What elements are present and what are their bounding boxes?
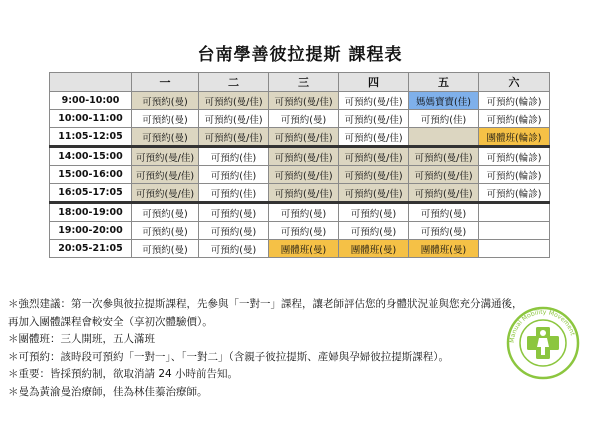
- schedule-cell: 可預約(佳): [199, 147, 269, 166]
- schedule-cell: 可預約(曼): [199, 203, 269, 222]
- schedule-cell: 可預約(輪診): [479, 92, 550, 110]
- note-line: ＊團體班：三人開班，五人滿班: [8, 333, 155, 345]
- day-header: 四: [339, 73, 409, 92]
- schedule-cell: 可預約(輪診): [479, 147, 550, 166]
- schedule-cell: 可預約(曼/佳): [269, 147, 339, 166]
- schedule-cell: 可預約(曼/佳): [269, 128, 339, 147]
- note-line: ＊可預約：該時段可預約「一對一」、「一對二」（含親子彼拉提斯、產婦與孕婦彼拉提斯課程）。: [8, 350, 449, 363]
- schedule-cell: 可預約(曼/佳): [132, 184, 199, 203]
- time-slot-label: 10:00-11:00: [50, 110, 132, 128]
- schedule-cell: 可預約(曼): [132, 240, 199, 258]
- schedule-cell: 可預約(曼): [269, 203, 339, 222]
- day-header: 六: [479, 73, 550, 92]
- schedule-cell: 可預約(曼/佳): [269, 184, 339, 203]
- header-row: [50, 73, 550, 92]
- schedule-cell: 可預約(曼/佳): [269, 92, 339, 110]
- schedule-cell: 可預約(曼/佳): [199, 110, 269, 128]
- schedule-cell: 可預約(曼/佳): [339, 92, 409, 110]
- schedule-cell: 可預約(佳): [199, 184, 269, 203]
- schedule-cell: 媽媽寶寶(佳): [409, 92, 479, 110]
- schedule-cell: 可預約(曼/佳): [199, 128, 269, 147]
- schedule-cell: 團體班(輪診): [479, 128, 550, 147]
- schedule-cell: 可預約(曼): [132, 128, 199, 147]
- clinic-logo: [505, 305, 581, 381]
- time-slot-label: 20:05-21:05: [50, 240, 132, 258]
- schedule-cell: 可預約(曼/佳): [132, 166, 199, 184]
- schedule-cell: 可預約(曼): [199, 240, 269, 258]
- schedule-cell: [479, 222, 550, 240]
- schedule-cell: [409, 128, 479, 147]
- schedule-cell: 可預約(曼/佳): [132, 147, 199, 166]
- schedule-cell: 可預約(曼/佳): [339, 147, 409, 166]
- schedule-cell: 可預約(輪診): [479, 166, 550, 184]
- schedule-cell: 可預約(曼/佳): [409, 166, 479, 184]
- schedule-cell: 可預約(輪診): [479, 110, 550, 128]
- logo-text: Manual Mobility Movement: [508, 308, 576, 344]
- schedule-cell: 可預約(曼): [132, 222, 199, 240]
- time-slot-label: 9:00-10:00: [50, 92, 132, 110]
- time-slot-label: 14:00-15:00: [50, 147, 132, 166]
- schedule-cell: 可預約(曼/佳): [409, 184, 479, 203]
- table-row: [50, 147, 550, 166]
- table-row: [50, 128, 550, 147]
- schedule-cell: [479, 240, 550, 258]
- schedule-cell: 團體班(曼): [339, 240, 409, 258]
- schedule-cell: 可預約(曼/佳): [409, 147, 479, 166]
- time-slot-label: 11:05-12:05: [50, 128, 132, 147]
- table-row: [50, 222, 550, 240]
- schedule-cell: 可預約(曼): [132, 203, 199, 222]
- schedule-cell: 可預約(曼/佳): [339, 110, 409, 128]
- schedule-cell: 可預約(曼): [409, 222, 479, 240]
- schedule-table: [49, 72, 550, 258]
- schedule-cell: 可預約(曼): [132, 92, 199, 110]
- time-slot-label: 18:00-19:00: [50, 203, 132, 222]
- notes-section: [8, 296, 588, 401]
- day-header: 二: [199, 73, 269, 92]
- schedule-cell: 可預約(佳): [199, 166, 269, 184]
- table-row: [50, 240, 550, 258]
- schedule-cell: 可預約(曼): [409, 203, 479, 222]
- table-row: [50, 166, 550, 184]
- schedule-cell: [479, 203, 550, 222]
- day-header: 一: [132, 73, 199, 92]
- time-slot-label: 15:00-16:00: [50, 166, 132, 184]
- schedule-cell: 可預約(曼): [339, 222, 409, 240]
- schedule-cell: 可預約(曼): [199, 222, 269, 240]
- table-row: [50, 92, 550, 110]
- day-header: 三: [269, 73, 339, 92]
- time-column-header: [50, 73, 132, 92]
- schedule-cell: 可預約(輪診): [479, 184, 550, 203]
- schedule-cell: 可預約(曼/佳): [339, 166, 409, 184]
- schedule-cell: 可預約(曼/佳): [339, 128, 409, 147]
- schedule-cell: 可預約(佳): [409, 110, 479, 128]
- time-slot-label: 16:05-17:05: [50, 184, 132, 203]
- time-slot-label: 19:00-20:00: [50, 222, 132, 240]
- schedule-cell: 可預約(曼/佳): [199, 92, 269, 110]
- page-title: 台南學善彼拉提斯 課程表: [197, 45, 403, 65]
- table-row: [50, 203, 550, 222]
- schedule-cell: 可預約(曼/佳): [339, 184, 409, 203]
- note-line: ＊強烈建議：第一次參與彼拉提斯課程，先參與「一對一」課程，讓老師評估您的身體狀況並與您充分溝通後，: [8, 298, 523, 310]
- table-row: [50, 184, 550, 203]
- note-line: ＊重要：皆採預約制，欲取消請 24 小時前告知。: [8, 368, 239, 380]
- schedule-cell: 團體班(曼): [409, 240, 479, 258]
- schedule-cell: 可預約(曼): [132, 110, 199, 128]
- table-row: [50, 110, 550, 128]
- schedule-cell: 團體班(曼): [269, 240, 339, 258]
- schedule-cell: 可預約(曼/佳): [269, 166, 339, 184]
- schedule-cell: 可預約(曼): [339, 203, 409, 222]
- note-line: 再加入團體課程會較安全（享初次體驗價）。: [8, 315, 213, 328]
- day-header: 五: [409, 73, 479, 92]
- schedule-cell: 可預約(曼): [269, 110, 339, 128]
- note-line: ＊曼為黃渝曼治療師，佳為林佳蓁治療師。: [8, 385, 208, 398]
- schedule-cell: 可預約(曼): [269, 222, 339, 240]
